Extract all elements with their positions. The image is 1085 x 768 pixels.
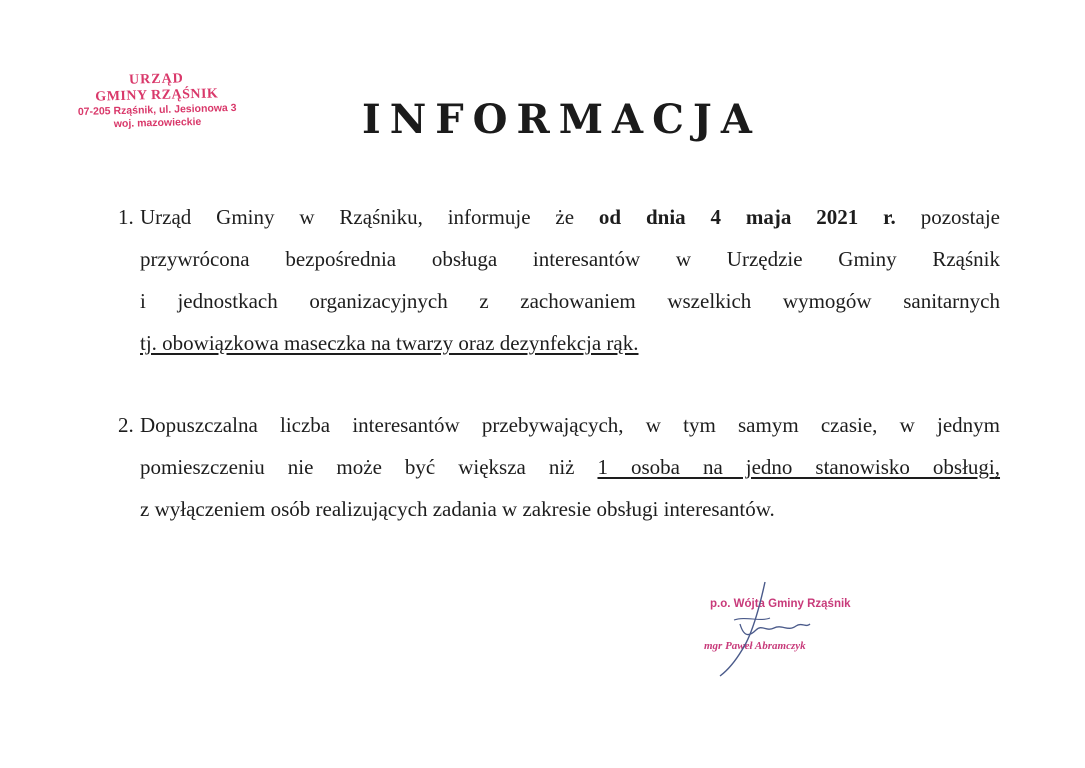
text-fragment: pomieszczeniu nie może być większa niż [140,455,575,479]
list-item [118,404,1000,530]
underlined-requirement: tj. obowiązkowa maseczka na twarzy oraz dezynfekcja rąk. [140,331,639,355]
paragraph-line: przywrócona bezpośrednia obsługa interesantów w Urzędzie Gminy Rząśnik [140,247,1000,271]
list-item-number: 1. [118,205,134,229]
stamp-line-2: GMINY RZĄŚNIK [95,86,219,105]
paragraph-line: z wyłączeniem osób realizujących zadania w zakresie obsługi interesantów. [140,497,775,521]
text-fragment: pozostaje [920,205,1000,229]
signatory-role: p.o. Wójta Gminy Rząśnik [710,598,851,610]
list-item [118,196,1000,364]
list-item-number: 2. [118,413,134,437]
office-stamp [61,70,252,133]
bold-date: od dnia 4 maja 2021 [598,205,859,229]
paragraph-line: i jednostkach organizacyjnych z zachowaniem wszelkich wymogów sanitarnych [140,289,1000,313]
paragraph-line [140,322,1000,364]
paragraph-line [140,446,1000,488]
text-fragment: , [994,455,1001,479]
underlined-limit [597,455,1000,479]
paragraph-line [140,196,1000,238]
signatory-name: mgr Paweł Abramczyk [704,640,806,652]
handwritten-signature [690,580,870,680]
document-title: INFORMACJA [362,96,761,143]
signature-block [690,580,870,680]
text-fragment: 1 osoba na jedno stanowisko obsługi [597,455,995,479]
text-fragment: Urząd Gminy w Rząśniku, informuje że [140,205,575,229]
bold-abbrev: r. [883,205,896,229]
stamp-line-1: URZĄD [128,71,185,88]
stamp-region: woj. mazowieckie [113,115,202,131]
paragraph-line: Dopuszczalna liczba interesantów przebywających, w tym samym czasie, w jednym [140,413,1000,437]
stamp-address: 07-205 Rząśnik, ul. Jesionowa 3 [77,101,237,119]
